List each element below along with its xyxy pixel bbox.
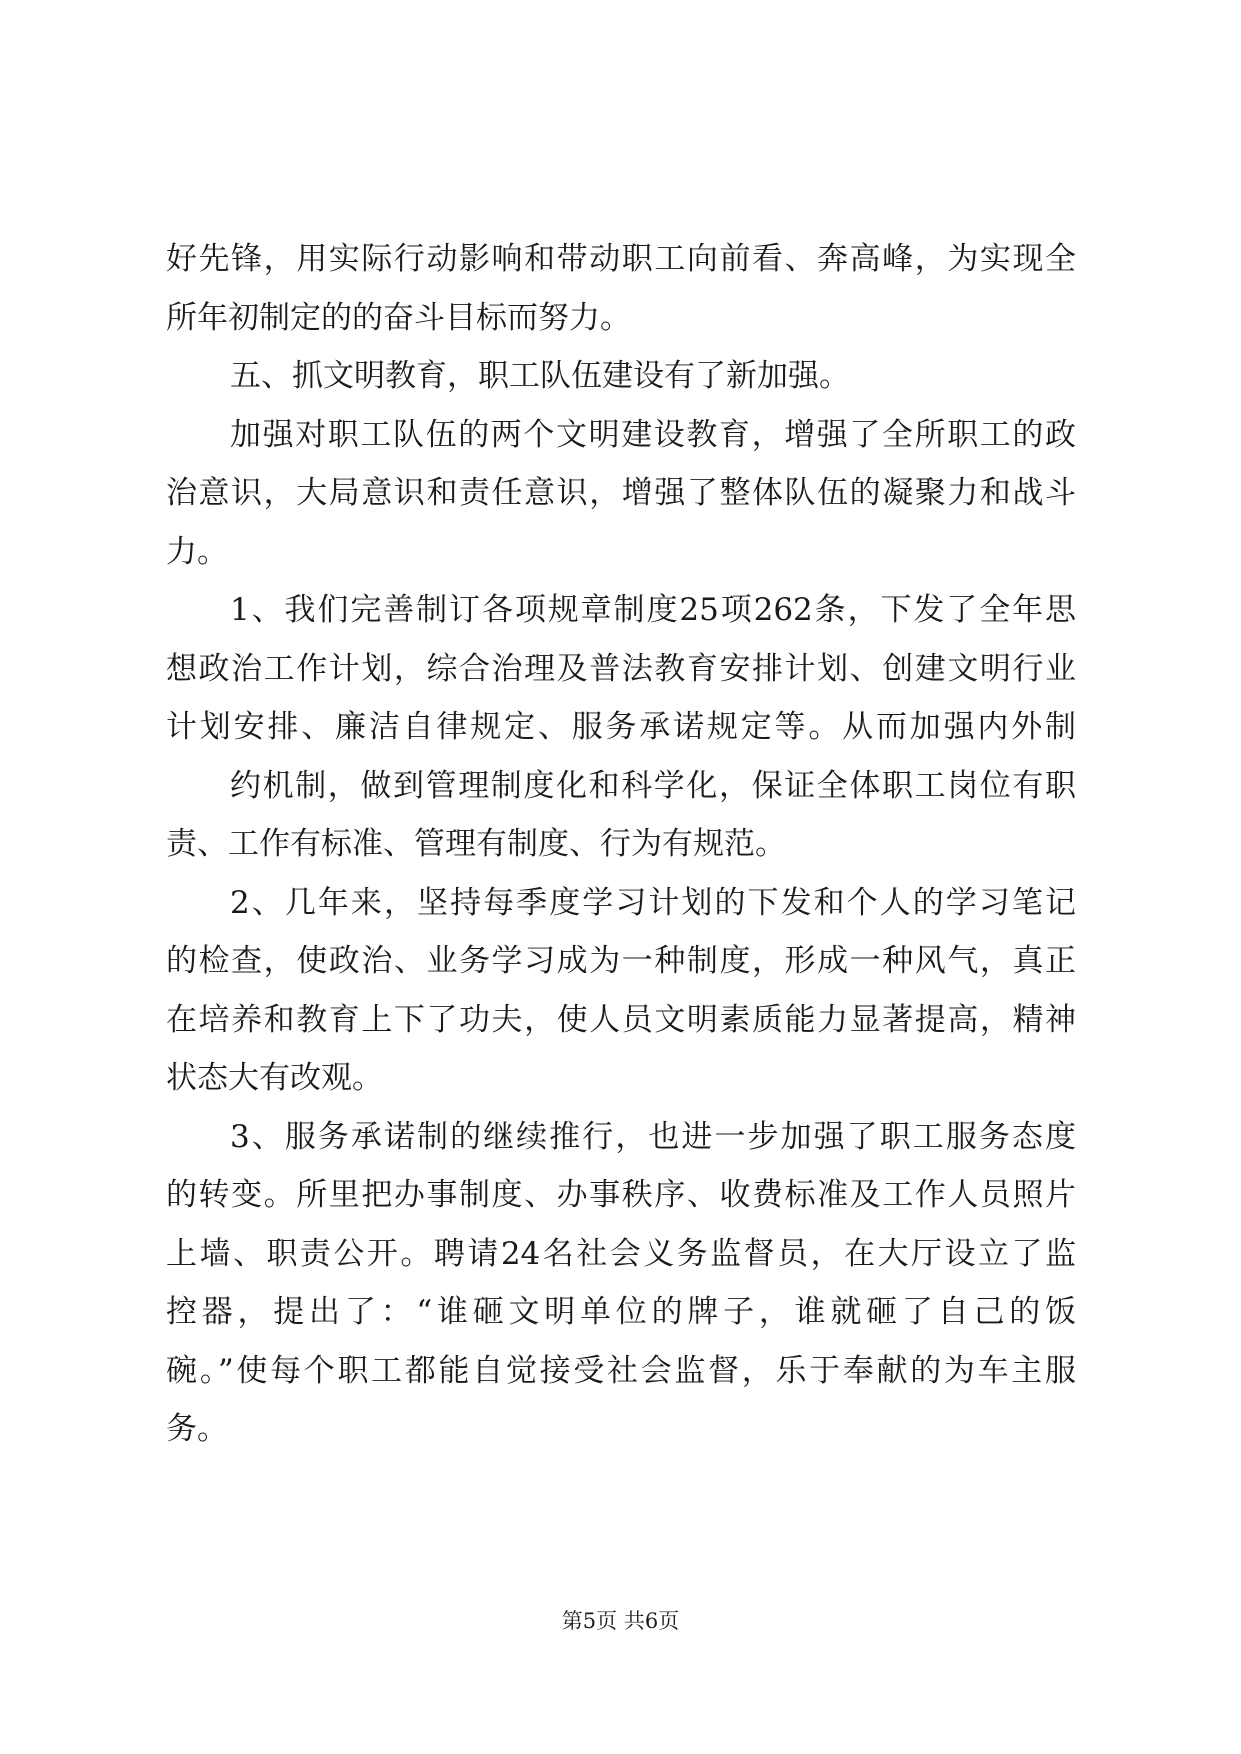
body-text bbox=[166, 230, 1076, 1459]
text-line: 加强对职工队伍的两个文明建设教育，增强了全所职工的政 bbox=[230, 416, 1076, 453]
text-line: 力。 bbox=[166, 533, 228, 570]
text-line: 在培养和教育上下了功夫，使人员文明素质能力显著提高，精神 bbox=[166, 1001, 1076, 1038]
section-heading: 五、抓文明教育，职工队伍建设有了新加强。 bbox=[230, 358, 850, 394]
text-line: 务。 bbox=[166, 1411, 228, 1447]
text-line: 治意识，大局意识和责任意识，增强了整体队伍的凝聚力和战斗 bbox=[166, 475, 1076, 511]
text-line: 1、我们完善制订各项规章制度25项262条，下发了全年思 bbox=[230, 592, 1076, 628]
text-line: 3、服务承诺制的继续推行，也进一步加强了职工服务态度 bbox=[230, 1118, 1076, 1155]
text-line: 责、工作有标准、管理有制度、行为有规范。 bbox=[166, 826, 786, 862]
page-number-footer: 第5页 共6页 bbox=[561, 1609, 680, 1633]
text-line: 状态大有改观。 bbox=[166, 1060, 383, 1096]
text-line: 的检查，使政治、业务学习成为一种制度，形成一种风气，真正 bbox=[166, 943, 1076, 979]
text-line: 想政治工作计划，综合治理及普法教育安排计划、创建文明行业 bbox=[166, 650, 1076, 687]
text-line: 控器，提出了：“谁砸文明单位的牌子，谁就砸了自己的饭 bbox=[166, 1294, 1076, 1330]
text-line: 所年初制定的的奋斗目标而努力。 bbox=[166, 299, 631, 336]
text-line: 碗。”使每个职工都能自觉接受社会监督，乐于奉献的为车主服 bbox=[166, 1352, 1076, 1389]
text-line: 上墙、职责公开。聘请24名社会义务监督员，在大厅设立了监 bbox=[166, 1235, 1076, 1272]
text-line: 约机制，做到管理制度化和科学化，保证全体职工岗位有职 bbox=[230, 767, 1076, 804]
text-line: 计划安排、廉洁自律规定、服务承诺规定等。从而加强内外制 bbox=[166, 709, 1076, 745]
text-line: 好先锋，用实际行动影响和带动职工向前看、奔高峰，为实现全 bbox=[166, 241, 1076, 277]
text-line: 的转变。所里把办事制度、办事秩序、收费标准及工作人员照片 bbox=[166, 1177, 1076, 1213]
text-line: 2、几年来，坚持每季度学习计划的下发和个人的学习笔记 bbox=[230, 884, 1076, 921]
